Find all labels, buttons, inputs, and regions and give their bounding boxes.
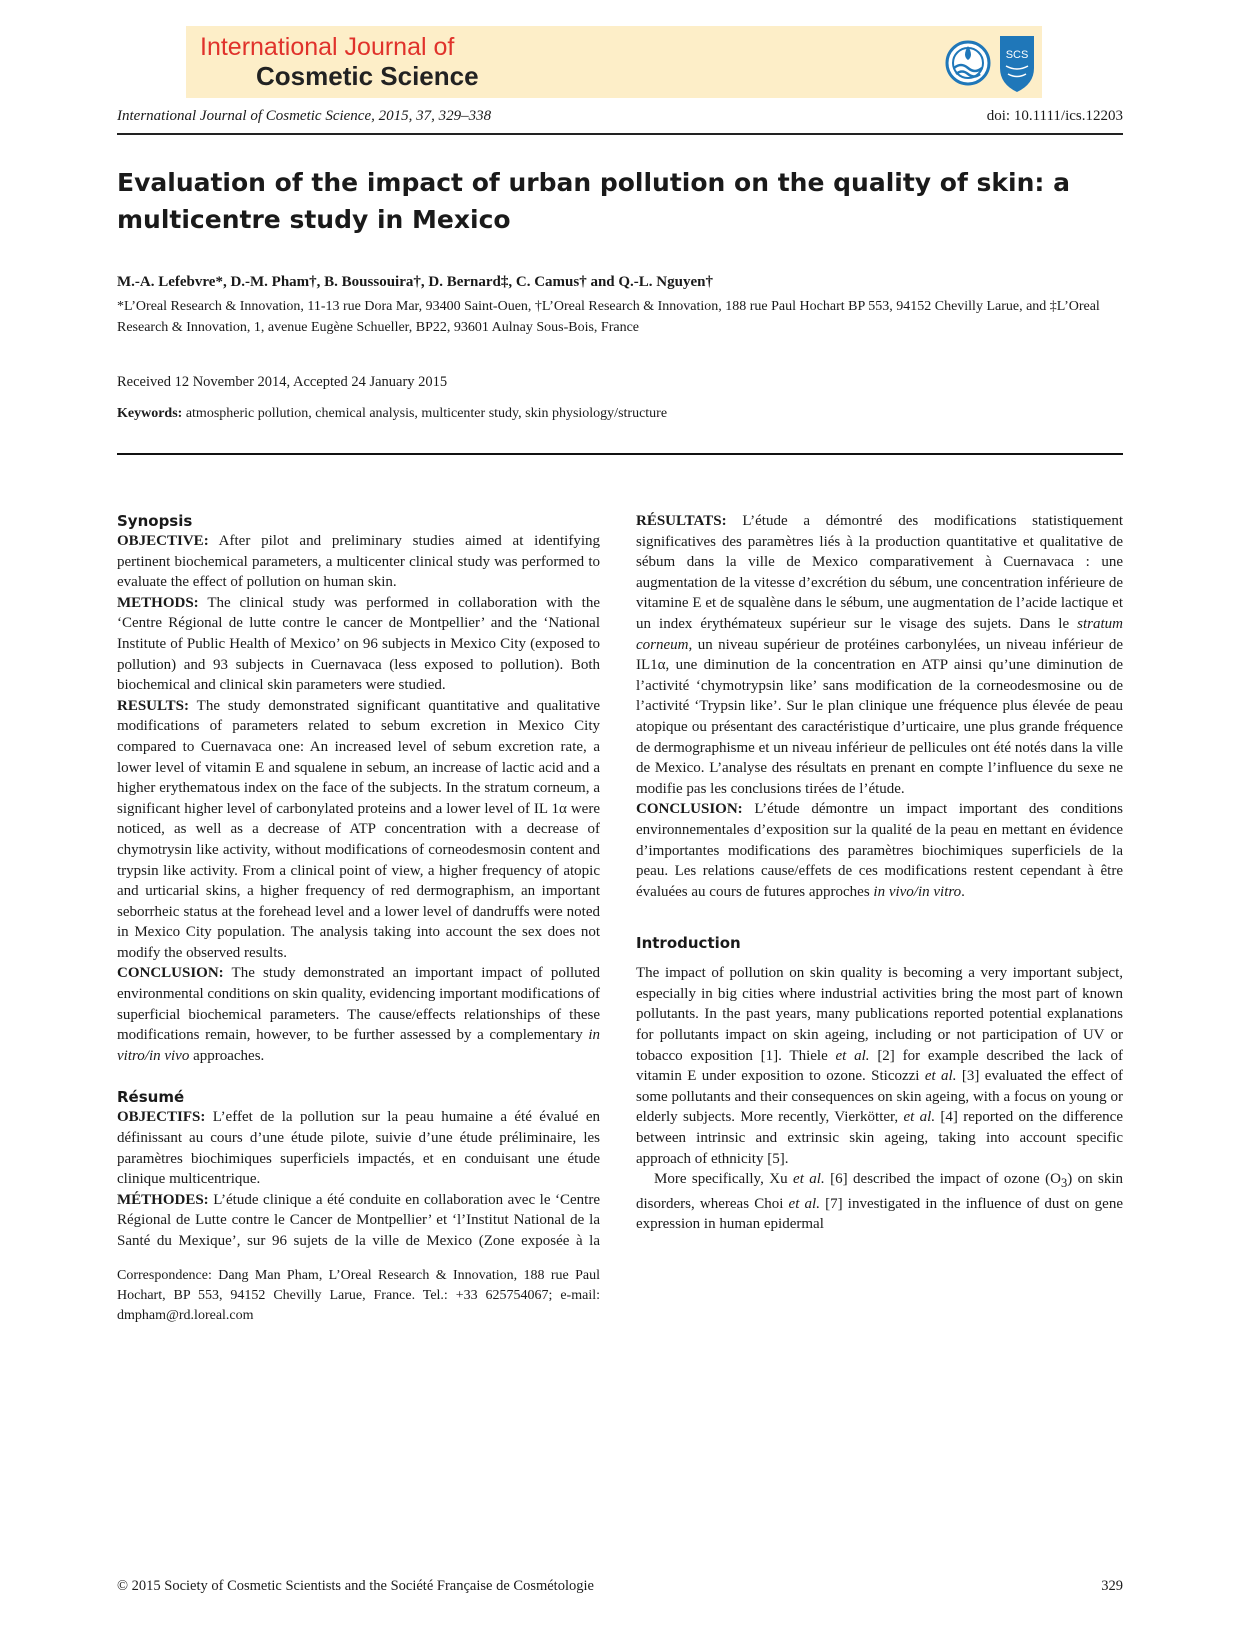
- text: The study demonstrated an important impact of polluted environmental conditions on skin quality, evidencing important modifications of superficial biochemical parameters. The cause/effects relationships of these modifications remain, however, to be further assessed by a complementary: [117, 965, 600, 1044]
- label: OBJECTIVE:: [117, 533, 209, 549]
- text: More specifically, Xu: [654, 1171, 788, 1188]
- synopsis-heading: Synopsis: [117, 512, 193, 530]
- resume-resultats: [636, 511, 1123, 799]
- article-title: Evaluation of the impact of urban pollution on the quality of skin: a multicentre study in Mexico: [117, 168, 1070, 234]
- banner-title-line2: Cosmetic Science: [256, 61, 479, 91]
- resume-heading: Résumé: [117, 1088, 185, 1107]
- banner-title-line1: International Journal of: [200, 33, 455, 61]
- label: MÉTHODES:: [117, 1191, 209, 1208]
- affiliations: *L’Oreal Research & Innovation, 11-13 rue Dora Mar, 93400 Saint-Ouen, †L’Oreal Research & Innovation, 188 rue Paul Hochart BP 553, 94152 Chevilly Larue, and ‡L’Oreal Research & Innovation, 1, avenue Eugène Schueller, BP22, 93601 Aulnay Sous-Bois, France: [117, 299, 1100, 335]
- introduction-heading: Introduction: [636, 934, 741, 953]
- text: .: [961, 883, 965, 900]
- left-column: [117, 511, 600, 1326]
- text: approaches.: [193, 1047, 265, 1064]
- synopsis-results: [117, 696, 600, 964]
- label: OBJECTIFS:: [117, 1109, 206, 1126]
- title-rule: [117, 453, 1123, 455]
- text: L’étude a démontré des modifications statistiquement significatives des paramètres liés à la production quantitative et qualitative de sébum dans la ville de Mexico comparativement à Cuernavaca : une augmentation de la vitesse d’excrétion du sébum, une concentration inférieure de vitamine E et de squalène dans le sébum, une augmentation de l’acide lactique et un index érythémateux supérieur sur le visage des sujets. Dans le: [636, 513, 1124, 632]
- copyright: © 2015 Society of Cosmetic Scientists and the Société Française de Cosmétologie: [117, 1578, 594, 1594]
- label: CONCLUSION:: [117, 965, 224, 982]
- text: The study demonstrated significant quantitative and qualitative modifications of parameters related to sebum excretion in Mexico City compared to Cuernavaca one: An increased level of sebum excretion rate, a lower level of vitamin E and squalene in sebum, an increase of lactic acid and a higher erythematous index on the face of the subjects. In the stratum corneum, a significant higher level of carbonylated proteins and a lower level of IL 1α were noticed, as well as a decrease of ATP concentration with a decrease of chymotrysin like activity, without modifications of corneodesmosin content and trypsin like activity. From a clinical point of view, a higher frequency of atopic and urticarial skins, a higher frequency of red dermographism, an important seborrheic status at the forehead level and a lower level of dandruffs were noted in Mexico City population. The analysis taking into account the sex does not modify the observed results.: [117, 697, 600, 961]
- doi: doi: 10.1111/ics.12203: [986, 108, 1123, 124]
- label: RÉSULTATS:: [636, 513, 727, 529]
- italic-text: stratum corneum,: [636, 615, 1123, 653]
- synopsis-conclusion: [117, 963, 600, 1066]
- italic-text: et al.: [835, 1047, 870, 1064]
- subscript: 3: [1060, 1176, 1068, 1191]
- resume-methodes-start: [117, 1190, 600, 1252]
- italic-text: et al.: [903, 1109, 936, 1126]
- header-rule: [117, 133, 1123, 135]
- italic-text: et al.: [924, 1068, 957, 1085]
- italic-text: in vitro/in vivo: [117, 1027, 600, 1064]
- label: RESULTS:: [117, 697, 189, 714]
- italic-text: in vivo/in vitro: [873, 883, 962, 900]
- italic-text: et al.: [788, 1195, 820, 1212]
- keywords: [117, 406, 667, 422]
- author-list: M.-A. Lefebvre*, D.-M. Pham†, B. Boussouira†, D. Bernard‡, C. Camus† and Q.-L. Nguyen†: [117, 274, 713, 290]
- correspondence: Correspondence: Dang Man Pham, L’Oreal Research & Innovation, 188 rue Paul Hochart, BP 553, 94152 Chevilly Larue, France. Tel.: +33 625754067; e-mail: dmpham@rd.loreal.com: [117, 1267, 600, 1323]
- logo-text: SCS: [1005, 49, 1029, 61]
- text: L’étude clinique a été conduite en collaboration avec le ‘Centre Régional de Lutte contre le Cancer de Montpellier’ et ‘l’Institut National de la Santé du Mexique’, sur 96 sujets de la ville de Mexico (Zone exposée à la: [117, 1191, 600, 1249]
- journal-header: [117, 108, 1123, 128]
- label: CONCLUSION:: [636, 801, 743, 818]
- text: [7] investigated in the influence of dust on gene expression in human epidermal: [636, 1195, 1123, 1233]
- italic-text: et al.: [793, 1171, 825, 1188]
- page-number: 329: [1101, 1578, 1123, 1594]
- synopsis-objective: [117, 531, 600, 593]
- keywords-list: atmospheric pollution, chemical analysis, multicenter study, skin physiology/structure: [185, 406, 668, 421]
- text: [2] for example described the lack of vitamin E under exposition to ozone. Sticozzi: [636, 1047, 1124, 1085]
- resume-objectifs: [117, 1107, 600, 1189]
- page-footer: [117, 1578, 1123, 1598]
- text: [4] reported on the difference between intrinsic and extrinsic skin ageing, taking into account specific approach of ethnicity [5].: [636, 1109, 1123, 1167]
- text: After pilot and preliminary studies aimed at identifying pertinent biochemical parameters, a multicenter clinical study was performed to evaluate the effect of pollution on human skin.: [117, 533, 600, 591]
- synopsis-methods: [117, 593, 600, 696]
- label: METHODS:: [117, 594, 199, 611]
- citation: International Journal of Cosmetic Science, 2015, 37, 329–338: [117, 108, 492, 124]
- text: The clinical study was performed in collaboration with the ‘Centre Régional de lutte contre le cancer de Montpellier’ and the ‘National Institute of Public Health of Mexico’ on 96 subjects in Mexico City (exposed to pollution) and 93 subjects in Cuernavaca (less exposed to pollution). Both biochemical and clinical skin parameters were studied.: [117, 594, 600, 694]
- society-logo-icon: [944, 32, 1036, 94]
- text: L’étude démontre un impact important des conditions environnementales d’exposition sur la qualité de la peau en mettant en évidence d’importantes modifications des paramètres biochimiques superficiels de la peau. Les relations cause/effets de ces modifications restent cependant à être évaluées au cours de futures approches: [636, 801, 1124, 900]
- text: [3] evaluated the effect of some pollutants and their consequences on skin ageing, with a focus on young or elderly subjects. More recently, Vierkötter,: [636, 1068, 1124, 1126]
- received-dates: Received 12 November 2014, Accepted 24 January 2015: [117, 374, 448, 390]
- keywords-label: Keywords:: [117, 406, 183, 421]
- text: [6] described the impact of ozone (O: [830, 1171, 1061, 1188]
- intro-paragraph-1: [636, 963, 1123, 1169]
- text: The impact of pollution on skin quality is becoming a very important subject, especially in big cities where industrial activities bring the most part of known pollutants. In the past years, many publications reported potential explanations for pollutants impact on skin ageing, including or not participation of UV or tobacco exposition [1]. Thiele: [636, 965, 1123, 1064]
- right-column: [636, 511, 1123, 1235]
- text: ) on skin disorders, whereas Choi: [636, 1171, 1124, 1212]
- resume-conclusion: [636, 799, 1123, 902]
- text: un niveau supérieur de protéines carbonylées, un niveau inférieur de IL1α, une diminution de la concentration en ATP ainsi qu’une diminution de l’activité ‘chymotrypsin like’ sans modification de la corneodesmosine ou de l’activité ‘Trypsin like’. Sur le plan clinique une fréquence plus élevée de peau atopique ou présentant des caractéristique d’urticaire, une plus grande fréquence de dermographisme et un niveau inférieur de pellicules ont été notés dans la ville de Mexico. L’analyse des résultats en prenant en compte l’influence du sexe ne modifie pas les conclusions tirées de l’étude.: [636, 636, 1124, 797]
- intro-paragraph-2: [636, 1169, 1123, 1235]
- text: L’effet de la pollution sur la peau humaine a été évalué en définissant au cours d’une étude pilote, suivie d’une étude préliminaire, les paramètres biochimiques superficiels impactés, et en conduisant une étude clinique multicentrique.: [117, 1109, 601, 1188]
